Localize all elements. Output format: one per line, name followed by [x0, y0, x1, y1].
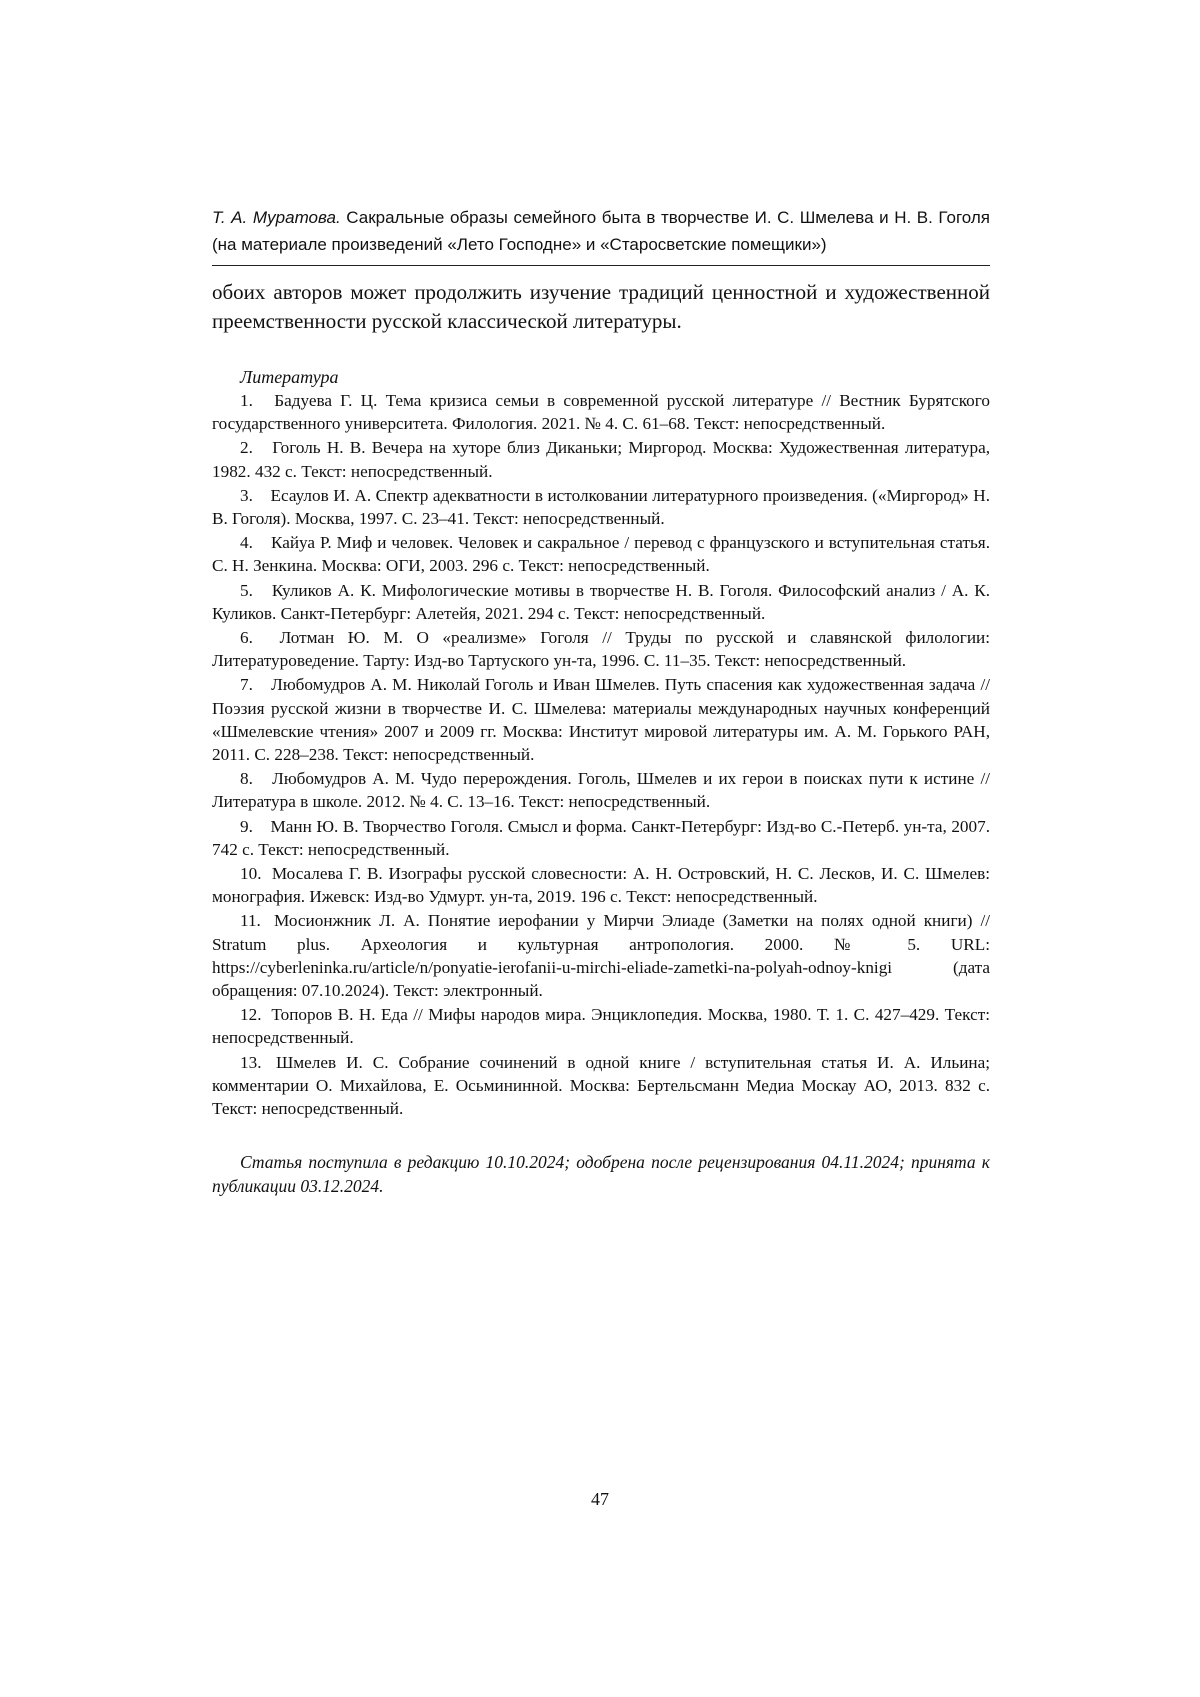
- page-content: [212, 204, 990, 1198]
- reference-number: 8.: [240, 769, 253, 789]
- reference-item: [212, 484, 990, 530]
- reference-number: 10.: [240, 864, 262, 884]
- reference-text: Бадуева Г. Ц. Тема кризиса семьи в современной русской литературе // Вестник Бурятского государственного университета. Филология. 2021. № 4. С. 61–68. Текст: непосредственный.: [212, 391, 990, 434]
- header-rule: [212, 265, 990, 266]
- reference-item: [212, 909, 990, 1002]
- reference-number: 6.: [240, 628, 253, 648]
- reference-item: [212, 1003, 990, 1049]
- reference-number: 7.: [240, 675, 253, 695]
- running-head-title: Сакральные образы семейного быта в творчестве И. С. Шмелева и Н. В. Гоголя (на материале произведений «Лето Господне» и «Старосветские помещики»): [212, 208, 990, 254]
- reference-text: Любомудров А. М. Николай Гоголь и Иван Шмелев. Путь спасения как художественная задача // Поэзия русской жизни в творчестве И. С. Шмелева: материалы международных научных конференций «Шмелевские чтения» 2007 и 2009 гг. Москва: Институт мировой литературы им. А. М. Горького РАН, 2011. С. 228–238. Текст: непосредственный.: [212, 675, 990, 765]
- reference-item: [212, 389, 990, 435]
- reference-item: [212, 626, 990, 672]
- running-head-author: Т. А. Муратова.: [212, 208, 341, 227]
- reference-text: Мосалева Г. В. Изографы русской словесности: А. Н. Островский, Н. С. Лесков, И. С. Шмелев: монография. Ижевск: Изд-во Удмурт. ун-та, 2019. 196 с. Текст: непосредственный.: [212, 864, 990, 907]
- reference-item: [212, 673, 990, 766]
- reference-number: 2.: [240, 438, 253, 458]
- reference-number: 12.: [240, 1005, 262, 1025]
- reference-number: 4.: [240, 533, 253, 553]
- reference-text: Куликов А. К. Мифологические мотивы в творчестве Н. В. Гоголя. Философский анализ / А. К. Куликов. Санкт-Петербург: Алетейя, 2021. 294 с. Текст: непосредственный.: [212, 580, 990, 623]
- submission-note: Статья поступила в редакцию 10.10.2024; одобрена после рецензирования 04.11.2024; принята к публикации 03.12.2024.: [212, 1152, 990, 1197]
- reference-number: 9.: [240, 816, 253, 836]
- references-list: [212, 389, 990, 1120]
- running-head: [212, 204, 990, 258]
- reference-number: 13.: [240, 1052, 262, 1072]
- reference-item: [212, 1051, 990, 1121]
- reference-text: Манн Ю. В. Творчество Гоголя. Смысл и форма. Санкт-Петербург: Изд-во С.-Петерб. ун-та, 2007. 742 с. Текст: непосредственный.: [212, 816, 990, 859]
- reference-text: Кайуа Р. Миф и человек. Человек и сакральное / перевод с французского и вступительная статья. С. Н. Зенкина. Москва: ОГИ, 2003. 296 с. Текст: непосредственный.: [212, 533, 991, 576]
- reference-item: [212, 815, 990, 861]
- reference-text: Шмелев И. С. Собрание сочинений в одной книге / вступительная статья И. А. Ильина; комментарии О. Михайлова, Е. Осьмининной. Москва: Бертельсманн Медиа Москау АО, 2013. 832 с. Текст: непосредственный.: [212, 1052, 990, 1119]
- reference-text: Есаулов И. А. Спектр адекватности в истолковании литературного произведения. («Миргород» Н. В. Гоголя). Москва, 1997. С. 23–41. Текст: непосредственный.: [212, 485, 990, 529]
- reference-text: Лотман Ю. М. О «реализме» Гоголя // Труды по русской и славянской филологии: Литературоведение. Тарту: Изд-во Тартуского ун-та, 1996. С. 11–35. Текст: непосредственный.: [212, 628, 991, 671]
- references-heading: Литература: [240, 367, 339, 387]
- body-paragraph: обоих авторов может продолжить изучение традиций ценностной и художественной преемственности русской классической литературы.: [212, 280, 990, 333]
- reference-text: Любомудров А. М. Чудо перерождения. Гоголь, Шмелев и их герои в поисках пути к истине // Литература в школе. 2012. № 4. С. 13–16. Текст: непосредственный.: [212, 769, 991, 812]
- reference-number: 5.: [240, 580, 253, 600]
- reference-number: 3.: [240, 485, 253, 505]
- reference-text: Топоров В. Н. Еда // Мифы народов мира. Энциклопедия. Москва, 1980. Т. 1. С. 427–429. Текст: непосредственный.: [212, 1005, 990, 1048]
- page-number: 47: [591, 1489, 609, 1509]
- reference-item: [212, 862, 990, 908]
- reference-text: Гоголь Н. В. Вечера на хуторе близ Диканьки; Миргород. Москва: Художественная литература, 1982. 432 с. Текст: непосредственный.: [212, 438, 990, 481]
- reference-item: [212, 436, 990, 482]
- reference-item: [212, 767, 990, 813]
- reference-number: 11.: [240, 911, 261, 931]
- reference-item: [212, 531, 990, 577]
- reference-item: [212, 579, 990, 625]
- reference-number: 1.: [240, 391, 253, 410]
- reference-text: Мосионжник Л. А. Понятие иерофании у Мирчи Элиаде (Заметки на полях одной книги) // Stratum plus. Археология и культурная антропология. 2000. № 5. URL: https://cyberleninka.ru/article/n/ponyatie-ierofanii-u-mirchi-eliade-zametki-na-polyah-odnoy-knigi (дата обращения: 07.10.2024). Текст: электронный.: [212, 911, 990, 1001]
